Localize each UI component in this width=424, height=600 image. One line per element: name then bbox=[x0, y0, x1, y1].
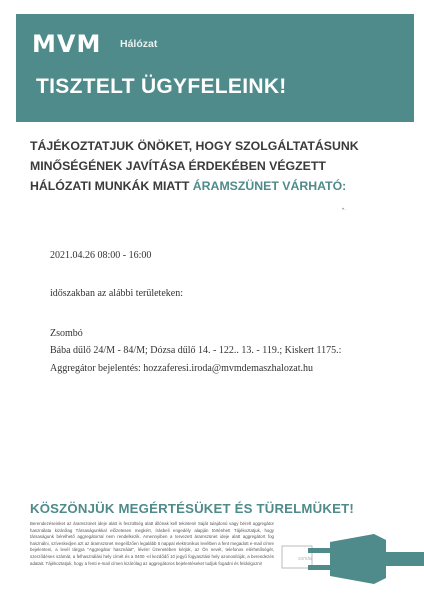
thanks-heading: KÖSZÖNJÜK MEGÉRTÉSÜKET ÉS TÜRELMÜKET! bbox=[30, 501, 354, 516]
outage-period-text: időszakban az alábbi területeken: bbox=[50, 288, 183, 299]
outage-town: Zsombó bbox=[50, 328, 83, 339]
aggregator-email-link[interactable]: hozzaferesi.iroda@mvmdemaszhalozat.hu bbox=[143, 363, 313, 374]
plug-prong-bottom bbox=[308, 565, 332, 570]
small-print: Berendezéseinket az áramszünet ideje alatt is feszültség alatt állónak kell tekinteni! Saját tulajdonú vagy bérelt aggregátor használata kizárólag Társaságunkkal előzetesen megkért, írásbeli engedély alapján történhet! Tájékoztatjuk, hogy társaságunk bérelhető aggregátorral nem rendelkezik. Amennyiben a tervezett áramszünet ideje alatt aggregátort fog használni, szíveskedjen azt az áramszünet megelőzően legalább 5 nappal elektronikus levélben a fent megadott e-mail címre bejelenteni, a levél tárgya "Aggregátor használat", lévén! Üzenetében kérjük, az Ön nevét, telefonos elérhetőségét, szerződéses számát, a felhasználási hely címét és a 0400 -el kezdődő 10 jegyű fogyasztási hely azonosítóját, a berendezés adatait. Tájékoztatjuk, hogy a fenti e-mail címen kizárólag az aggregátoros bejelentéseket tudjuk fogadni és feldolgozni! bbox=[30, 521, 274, 566]
plug-icon bbox=[270, 516, 424, 600]
header-banner bbox=[16, 14, 414, 122]
intro-line-1: TÁJÉKOZTATJUK ÖNÖKET, HOGY SZOLGÁLTATÁSUNK bbox=[30, 139, 359, 153]
plug-cable bbox=[384, 552, 424, 566]
plug-body bbox=[330, 534, 386, 584]
intro-line-3 bbox=[30, 176, 410, 196]
scan-speck: •· bbox=[342, 207, 347, 213]
intro-line-3-prefix: HÁLÓZATI MUNKÁK MIATT bbox=[30, 179, 193, 193]
intro-paragraph bbox=[30, 136, 410, 196]
aggregator-label: Aggregátor bejelentés: bbox=[50, 363, 144, 374]
outage-streets: Bába dűlő 24/M - 84/M; Dózsa dűlő 14. - 122.. 13. - 119.; Kiskert 1175.: bbox=[50, 345, 342, 356]
logo-subtitle: Hálózat bbox=[120, 38, 158, 50]
plug-prong-top bbox=[308, 548, 332, 553]
outage-datetime: 2021.04.26 08:00 - 16:00 bbox=[50, 250, 152, 261]
mvm-logo: MVM bbox=[32, 30, 102, 58]
intro-line-2: MINŐSÉGÉNEK JAVÍTÁSA ÉRDEKÉBEN VÉGZETT bbox=[30, 159, 326, 173]
page-title: TISZTELT ÜGYFELEINK! bbox=[36, 75, 287, 98]
aggregator-notice bbox=[50, 363, 313, 374]
outage-expected-highlight: ÁRAMSZÜNET VÁRHATÓ: bbox=[192, 179, 347, 193]
plug-text: sonda bbox=[298, 556, 312, 562]
